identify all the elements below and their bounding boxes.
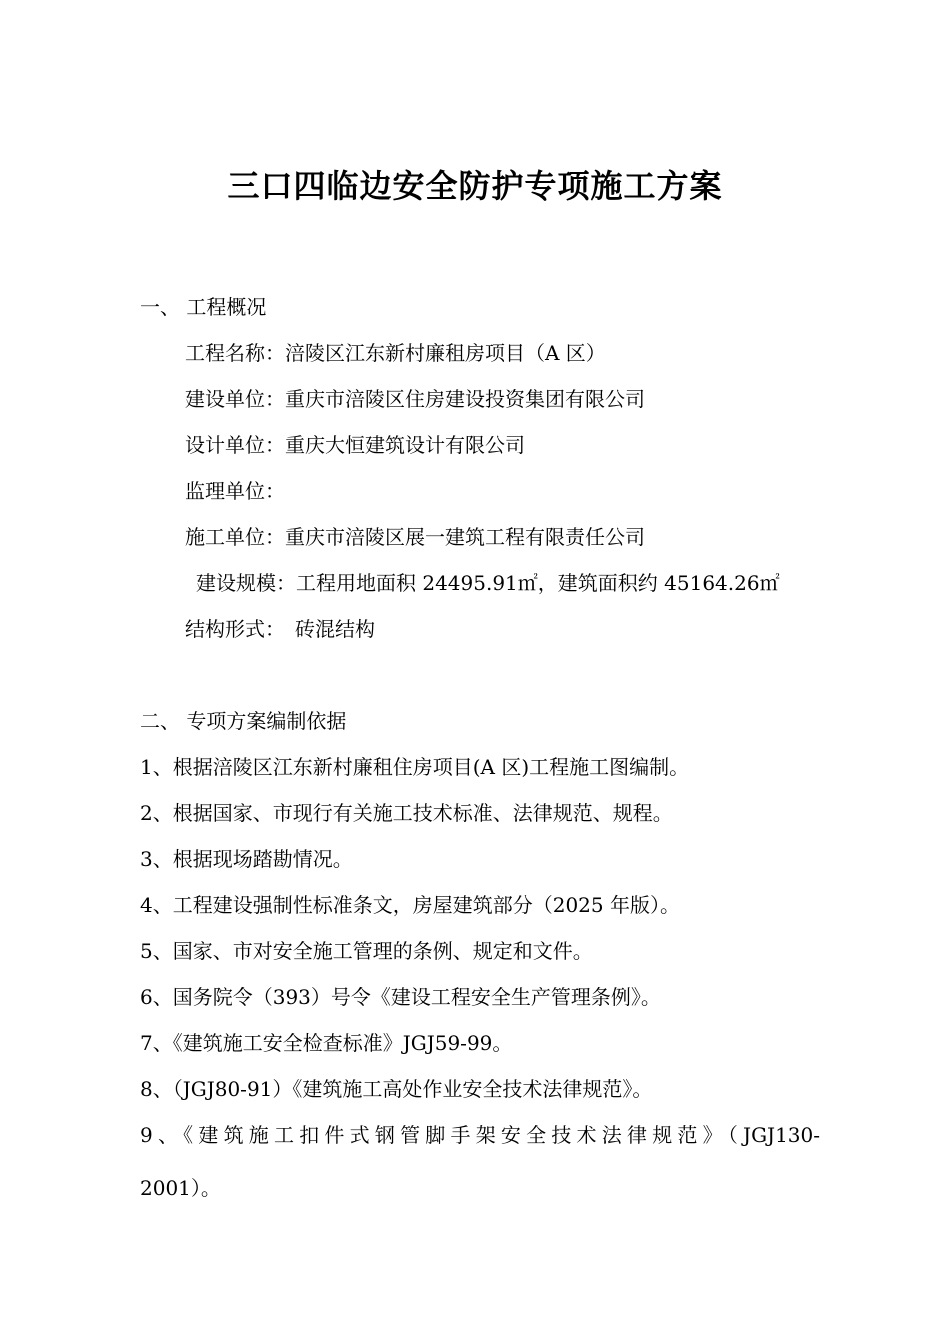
basis-item-3: 3、根据现场踏勘情况。 xyxy=(140,847,353,871)
project-name-line: 工程名称：涪陵区江东新村廉租房项目（A 区） xyxy=(185,341,606,365)
construction-scale-line: 建设规模：工程用地面积 24495.91㎡，建筑面积约 45164.26㎡ xyxy=(196,571,780,595)
construction-unit-line: 建设单位：重庆市涪陵区住房建设投资集团有限公司 xyxy=(185,387,645,411)
basis-item-9-continuation: 2001）。 xyxy=(140,1176,221,1200)
basis-item-1: 1、根据涪陵区江东新村廉租住房项目(A 区)工程施工图编制。 xyxy=(140,755,690,779)
supervision-unit-line: 监理单位： xyxy=(185,479,285,503)
basis-item-4: 4、工程建设强制性标准条文，房屋建筑部分（2025 年版）。 xyxy=(140,893,680,917)
basis-item-2: 2、根据国家、市现行有关施工技术标准、法律规范、规程。 xyxy=(140,801,673,825)
basis-item-7: 7、《建筑施工安全检查标准》JGJ59-99。 xyxy=(140,1031,513,1055)
basis-item-5: 5、国家、市对安全施工管理的条例、规定和文件。 xyxy=(140,939,593,963)
section-2-heading: 二、 专项方案编制依据 xyxy=(140,709,347,733)
structure-form-line: 结构形式： 砖混结构 xyxy=(185,617,375,641)
document-title: 三口四临边安全防护专项施工方案 xyxy=(227,167,723,205)
basis-item-6: 6、国务院令（393）号令《建设工程安全生产管理条例》。 xyxy=(140,985,661,1009)
design-unit-line: 设计单位：重庆大恒建筑设计有限公司 xyxy=(185,433,525,457)
contractor-unit-line: 施工单位：重庆市涪陵区展一建筑工程有限责任公司 xyxy=(185,525,645,549)
section-1-heading: 一、 工程概况 xyxy=(140,295,267,319)
basis-item-8: 8、（JGJ80-91）《建筑施工高处作业安全技术法律规范》。 xyxy=(140,1077,653,1101)
basis-item-9: 9、《建筑施工扣件式钢管脚手架安全技术法律规范》（JGJ130- xyxy=(140,1123,820,1147)
